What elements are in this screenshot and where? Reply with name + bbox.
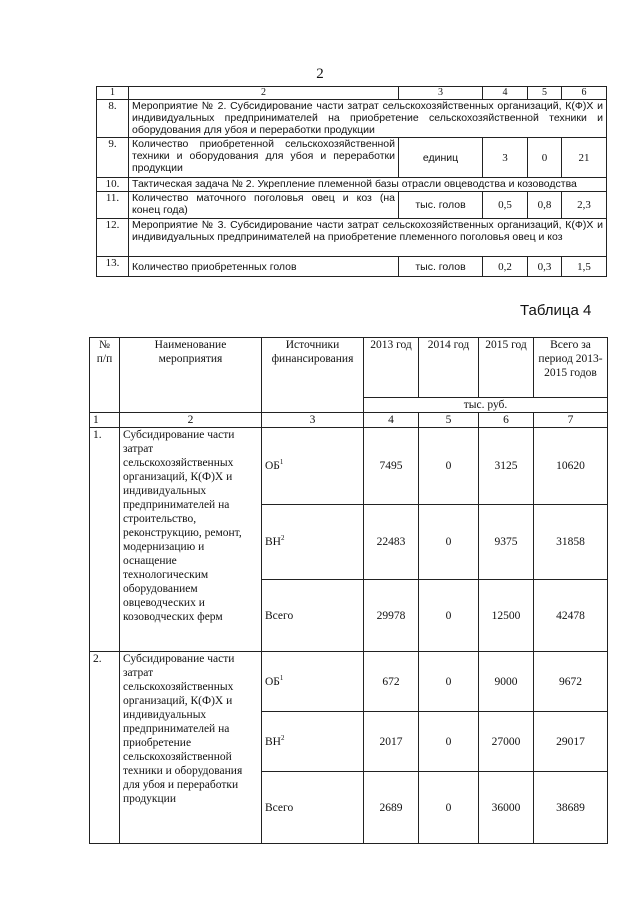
col-number: 3 — [262, 413, 364, 428]
value-total: 29017 — [534, 712, 608, 772]
value-2015: 12500 — [479, 580, 534, 652]
row-number: 11. — [97, 192, 129, 219]
value-2014: 0 — [419, 772, 479, 844]
row-value-6: 2,3 — [562, 192, 607, 219]
header-2014: 2014 год — [419, 338, 479, 398]
row-number: 12. — [97, 219, 129, 257]
row-number: 8. — [97, 100, 129, 138]
col-number: 6 — [479, 413, 534, 428]
row-value-6: 1,5 — [562, 257, 607, 277]
col-number: 1 — [90, 413, 120, 428]
table-row — [90, 428, 608, 505]
item-name: Субсидирование части затрат сельскохозяйственных организаций, К(Ф)Х и индивидуальных предпринимателей на строительство, реконструкцию, ремонт, модернизацию и оснащение технологическим оборудованием овцеводческих и козоводческих ферм — [120, 428, 262, 652]
row-value-4: 0,2 — [483, 257, 528, 277]
row-number: 10. — [97, 178, 129, 192]
col-number: 5 — [419, 413, 479, 428]
value-2015: 9375 — [479, 505, 534, 580]
row-value-5: 0,3 — [528, 257, 562, 277]
value-2013: 22483 — [364, 505, 419, 580]
item-number: 1. — [90, 428, 120, 652]
header-source: Источники финансирования — [262, 338, 364, 413]
col-number: 4 — [364, 413, 419, 428]
value-total: 31858 — [534, 505, 608, 580]
value-2014: 0 — [419, 505, 479, 580]
table-row — [90, 652, 608, 712]
value-2015: 27000 — [479, 712, 534, 772]
value-2013: 7495 — [364, 428, 419, 505]
value-2015: 3125 — [479, 428, 534, 505]
row-value-4: 0,5 — [483, 192, 528, 219]
value-2014: 0 — [419, 652, 479, 712]
table-row — [97, 178, 607, 192]
value-2013: 2689 — [364, 772, 419, 844]
value-total: 42478 — [534, 580, 608, 652]
row-unit: тыс. голов — [399, 257, 483, 277]
unit-label: тыс. руб. — [364, 398, 608, 413]
value-2014: 0 — [419, 580, 479, 652]
value-2013: 29978 — [364, 580, 419, 652]
col-number: 4 — [483, 87, 528, 100]
row-value-5: 0 — [528, 138, 562, 178]
item-name: Субсидирование части затрат сельскохозяйственных организаций, К(Ф)Х и индивидуальных предпринимателей на приобретение сельскохозяйственной техники и оборудования для убоя и переработки продукции — [120, 652, 262, 844]
table-row — [97, 257, 607, 277]
table-header-row — [97, 87, 607, 100]
value-2013: 672 — [364, 652, 419, 712]
table-title: Таблица 4 — [520, 302, 592, 319]
row-unit: тыс. голов — [399, 192, 483, 219]
funding-source: Всего — [262, 580, 364, 652]
column-number-row — [90, 413, 608, 428]
row-text: Мероприятие № 3. Субсидирование части затрат сельскохозяйственных организаций, К(Ф)Х и индивидуальных предпринимателей на приобретение племенного поголовья овец и коз — [129, 219, 607, 257]
table-header-row — [90, 338, 608, 398]
row-unit: единиц — [399, 138, 483, 178]
header-2013: 2013 год — [364, 338, 419, 398]
header-number: № п/п — [90, 338, 120, 413]
row-text: Количество приобретенных голов — [129, 257, 399, 277]
funding-source: $ВН^2$ — [262, 712, 364, 772]
value-total: 38689 — [534, 772, 608, 844]
header-2015: 2015 год — [479, 338, 534, 398]
col-number: 1 — [97, 87, 129, 100]
table-row — [97, 138, 607, 178]
page-number: 2 — [316, 66, 324, 82]
value-2015: 9000 — [479, 652, 534, 712]
funding-source: $ВН^2$ — [262, 505, 364, 580]
value-2014: 0 — [419, 428, 479, 505]
col-number: 2 — [129, 87, 399, 100]
value-2013: 2017 — [364, 712, 419, 772]
row-number: 13. — [97, 257, 129, 277]
value-total: 9672 — [534, 652, 608, 712]
value-2014: 0 — [419, 712, 479, 772]
indicators-table — [96, 86, 607, 277]
col-number: 6 — [562, 87, 607, 100]
value-2015: 36000 — [479, 772, 534, 844]
table-row — [97, 100, 607, 138]
row-number: 9. — [97, 138, 129, 178]
col-number: 5 — [528, 87, 562, 100]
funding-source: Всего — [262, 772, 364, 844]
item-number: 2. — [90, 652, 120, 844]
row-text: Тактическая задача № 2. Укрепление племенной базы отрасли овцеводства и козоводства — [129, 178, 607, 192]
value-total: 10620 — [534, 428, 608, 505]
funding-source: $ОБ^1$ — [262, 428, 364, 505]
row-text: Количество приобретенной сельскохозяйственной техники и оборудования для убоя и переработки продукции — [129, 138, 399, 178]
table-row — [97, 219, 607, 257]
table-row — [97, 192, 607, 219]
col-number: 3 — [399, 87, 483, 100]
row-text: Количество маточного поголовья овец и коз (на конец года) — [129, 192, 399, 219]
col-number: 2 — [120, 413, 262, 428]
funding-source: $ОБ^1$ — [262, 652, 364, 712]
row-value-4: 3 — [483, 138, 528, 178]
header-total: Всего за период 2013-2015 годов — [534, 338, 608, 398]
row-text: Мероприятие № 2. Субсидирование части затрат сельскохозяйственных организаций, К(Ф)Х и индивидуальных предпринимателей на приобретение сельскохозяйственной техники и оборудования для убоя и переработки продукции — [129, 100, 607, 138]
col-number: 7 — [534, 413, 608, 428]
row-value-6: 21 — [562, 138, 607, 178]
header-name: Наименование мероприятия — [120, 338, 262, 413]
row-value-5: 0,8 — [528, 192, 562, 219]
funding-table — [89, 337, 608, 844]
